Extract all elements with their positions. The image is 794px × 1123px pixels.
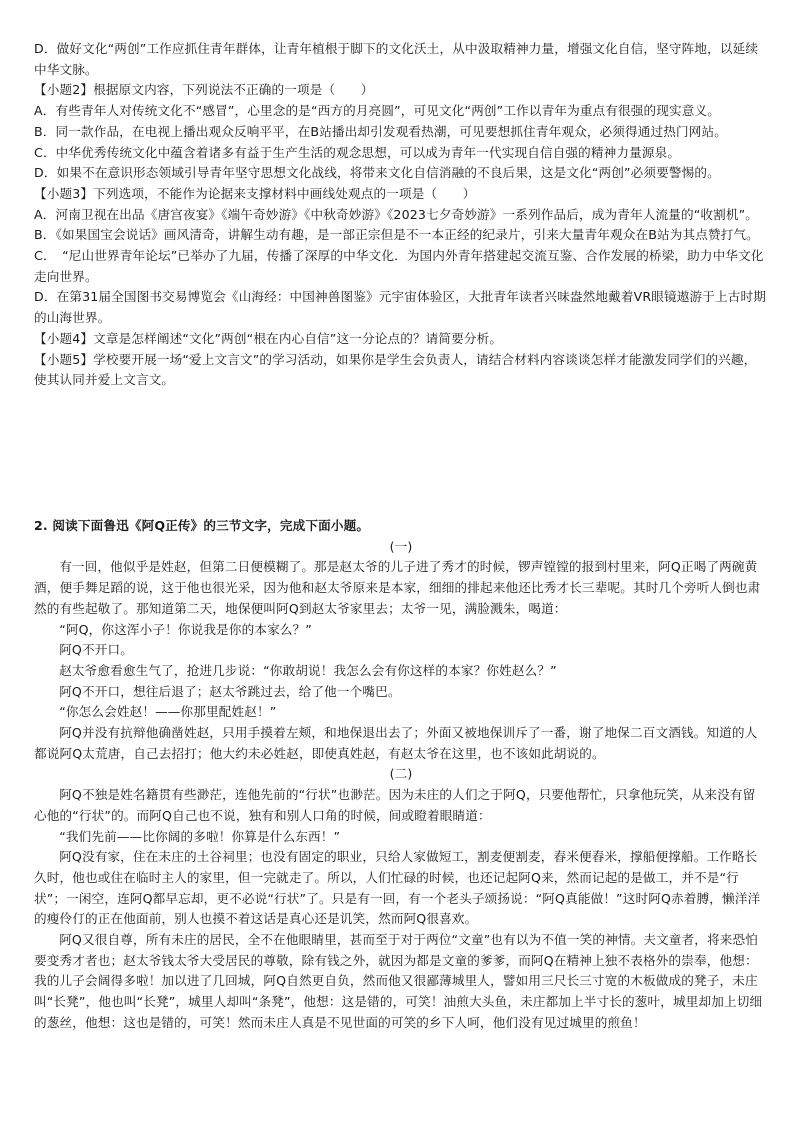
passage-paragraph: 阿Q不独是姓名籍贯有些渺茫，连他先前的“行状”也渺茫。因为未庄的人们之于阿Q，只要他帮忙，只拿他玩笑，从来没有留心他的“行状”的。而阿Q自己也不说，独有和别人口角的时候，间或瞪着眼睛道：: [34, 787, 756, 823]
option-a-q2: A．有些青年人对传统文化不“感冒”，心里念的是“西方的月亮圆”，可见文化“两创”工作以青年为重点有很强的现实意义。: [34, 103, 720, 119]
section-heading: 2. 阅读下面鲁迅《阿Q正传》的三节文字，完成下面小题。: [34, 518, 370, 533]
passage-paragraph: 有一回，他似乎是姓赵，但第二日便模糊了。那是赵太爷的儿子进了秀才的时候，锣声镗镗的报到村里来，阿Q正喝了两碗黄酒，便手舞足蹈的说，这于他也很光采，因为他和赵太爷原来是本家，细细的排起来他还比秀才长三辈呢。其时几个旁听人倒也肃然的有些起敬了。那知道第二天，地保便叫阿Q到赵太爷家里去；太爷一见，满脸溅朱，喝道：: [34, 559, 761, 616]
option-d-q3: D．在第31届全国图书交易博览会《山海经：中国神兽图鉴》元宇宙体验区，大批青年读者兴味盎然地戴着VR眼镜遨游于上古时期的山海世界。: [34, 289, 767, 326]
passage-paragraph: 阿Q不开口，想往后退了；赵太爷跳过去，给了他一个嘴巴。: [59, 683, 401, 699]
option-c-q3: C． “尼山世界青年论坛”已举办了九届，传播了深厚的中华文化．为国内外青年搭建起交流互鉴、合作发展的桥梁，助力中华文化走向世界。: [34, 248, 764, 284]
question-3: 【小题3】下列选项，不能作为论据来支撑材料中画线处观点的一项是（ ）: [34, 185, 476, 201]
passage-paragraph: 赵太爷愈看愈生气了，抢进几步说：“你敢胡说！我怎么会有你这样的本家？你姓赵么？”: [59, 662, 557, 678]
option-b-q3: B．《如果国宝会说话》画风清奇，讲解生动有趣，是一部正宗但是不一本正经的纪录片，引来大量青年观众在B站为其点赞打气。: [34, 227, 759, 243]
question-2: 【小题2】根据原文内容，下列说法不正确的一项是（ ）: [34, 82, 374, 98]
reading-section-2: [34, 516, 768, 1034]
passage-paragraph: 阿Q不开口。: [59, 642, 133, 658]
option-c-q2: C．中华优秀传统文化中蕴含着诸多有益于生产生活的观念思想，可以成为青年一代实现自信自强的精神力量源泉。: [34, 144, 681, 160]
part-label-2: (二): [389, 766, 413, 782]
option-a-q3: A．河南卫视在出品《唐宫夜宴》《端午奇妙游》《中秋奇妙游》《2023七夕奇妙游》一系列作品后，成为青年人流量的“收割机”。: [34, 206, 759, 222]
question-4: 【小题4】文章是怎样阐述“文化”两创“根在内心自信”这一分论点的？请简要分析。: [34, 330, 503, 346]
passage-paragraph: “你怎么会姓赵！——你那里配姓赵！”: [59, 704, 277, 720]
part-label-1: (一): [389, 538, 413, 554]
option-b-q2: B．同一款作品，在电视上播出观众反响平平，在B站播出却引发观看热潮，可见要想抓住青年观众，必须得通过热门网站。: [34, 123, 727, 139]
question-5: 【小题5】学校要开展一场“爱上文言文”的学习活动，如果你是学生会负责人，请结合材料内容谈谈怎样才能激发同学们的兴趣，使其认同并爱上文言文。: [34, 351, 757, 388]
passage-paragraph: 阿Q又很自尊，所有未庄的居民，全不在他眼睛里，甚而至于对于两位“文童”也有以为不值一笑的神情。夫文童者，将来恐怕要变秀才者也；赵太爷钱太爷大受居民的尊敬，除有钱之外，就因为都是文童的爹爹，而阿Q在精神上独不表格外的崇奉，他想：我的儿子会阔得多啦！加以进了几回城，阿Q自然更自负，然而他又很鄙薄城里人，譬如用三尺长三寸宽的木板做成的凳子，未庄叫“长凳”，他也叫“长凳”，城里人却叫“条凳”，他想：这是错的，可笑！油煎大头鱼，未庄都加上半寸长的葱叶，城里却加上切细的葱丝，他想：这也是错的，可笑！然而未庄人真是不见世面的可笑的乡下人呵，他们没有见过城里的煎鱼！: [34, 932, 763, 1030]
passage-paragraph: 阿Q没有家，住在未庄的土谷祠里；也没有固定的职业，只给人家做短工，割麦便割麦，舂米便舂米，撑船便撑船。工作略长久时，他也或住在临时主人的家里，但一完就走了。所以，人们忙碌的时候，也还记起阿Q来，然而记起的是做工，并不是“行状”；一闲空，连阿Q都早忘却，更不必说“行状”了。只是有一回，有一个老头子颂扬说：“阿Q真能做！”这时阿Q赤着膊，懒洋洋的瘦伶仃的正在他面前，别人也摸不着这话是真心还是讥笑，然而阿Q很喜欢。: [34, 849, 761, 927]
option-d-q1: D．做好文化“两创”工作应抓住青年群体，让青年植根于脚下的文化沃土，从中汲取精神力量，增强文化自信，坚守阵地，以延续中华文脉。: [34, 41, 759, 77]
passage-paragraph: “阿Q，你这浑小子！你说我是你的本家么？”: [59, 621, 312, 637]
option-d-q2: D．如果不在意识形态领域引导青年坚守思想文化战线，将带来文化自信消融的不良后果，这是文化“两创”必须要警惕的。: [34, 165, 720, 181]
passage-paragraph: “我们先前——比你阔的多啦！你算是什么东西！”: [59, 828, 341, 844]
passage-paragraph: 阿Q并没有抗辩他确凿姓赵，只用手摸着左颊，和地保退出去了；外面又被地保训斥了一番，谢了地保二百文酒钱。知道的人都说阿Q太荒唐，自己去招打；他大约未必姓赵，即使真姓赵，有赵太爷在这里，也不该如此胡说的。: [34, 725, 758, 761]
questions-block: [34, 39, 768, 391]
